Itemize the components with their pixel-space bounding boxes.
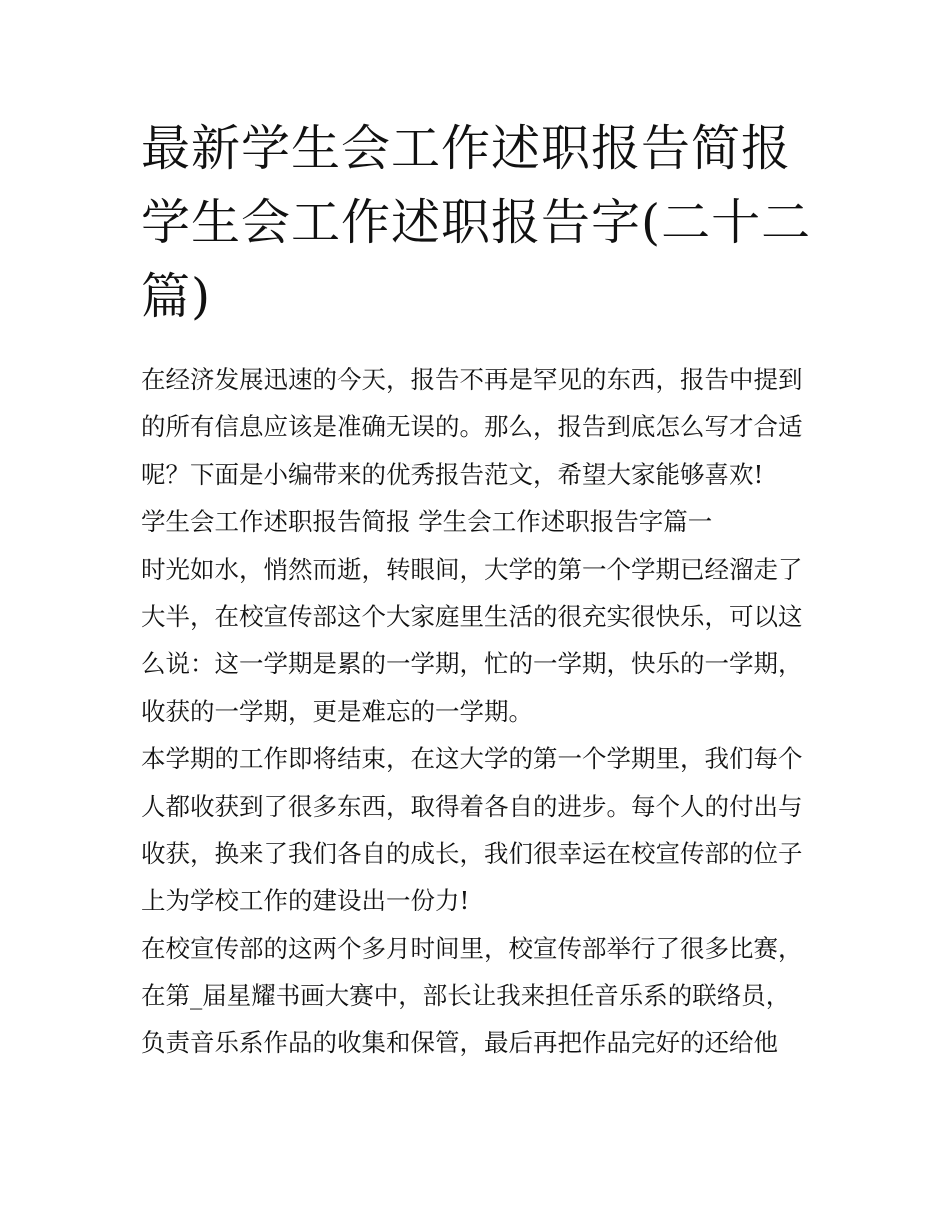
intro-line: 的所有信息应该是准确无误的。那么，报告到底怎么写才合适 [141,412,803,442]
intro-line: 在经济发展迅速的今天，报告不再是罕见的东西，报告中提到 [141,365,803,394]
paragraph-line: 人都收获到了很多东西，取得着各自的进步。每个人的付出与 [141,791,803,821]
paragraph-line: 本学期的工作即将结束，在这大学的第一个学期里，我们每个 [141,744,803,774]
paragraph-line: 在校宣传部的这两个多月时间里，校宣传部举行了很多比赛， [141,933,803,963]
section-heading: 学生会工作述职报告简报 学生会工作述职报告字篇一 [141,507,713,537]
paragraph-line: 收获，换来了我们各自的成长，我们很幸运在校宣传部的位子 [141,838,803,868]
title-line: 最新学生会工作述职报告简报 [141,120,792,177]
title-line: 篇) [141,268,212,325]
intro-line: 呢？下面是小编带来的优秀报告范文，希望大家能够喜欢! [141,459,764,489]
paragraph-line: 在第_届星耀书画大赛中，部长让我来担任音乐系的联络员， [141,981,791,1011]
paragraph-line: 负责音乐系作品的收集和保管，最后再把作品完好的还给他 [141,1028,778,1058]
paragraph-line: 么说：这一学期是累的一学期，忙的一学期，快乐的一学期， [141,649,803,679]
paragraph-line: 上为学校工作的建设出一份力! [141,886,470,916]
document-body [141,356,831,1067]
title-line: 学生会工作述职报告字(二十二 [141,194,812,251]
paragraph-line: 大半，在校宣传部这个大家庭里生活的很充实很快乐，可以这 [141,601,803,631]
paragraph-line: 时光如水，悄然而逝，转眼间，大学的第一个学期已经溜走了 [141,554,803,584]
paragraph-line: 收获的一学期，更是难忘的一学期。 [141,696,533,726]
document-title [141,112,821,334]
